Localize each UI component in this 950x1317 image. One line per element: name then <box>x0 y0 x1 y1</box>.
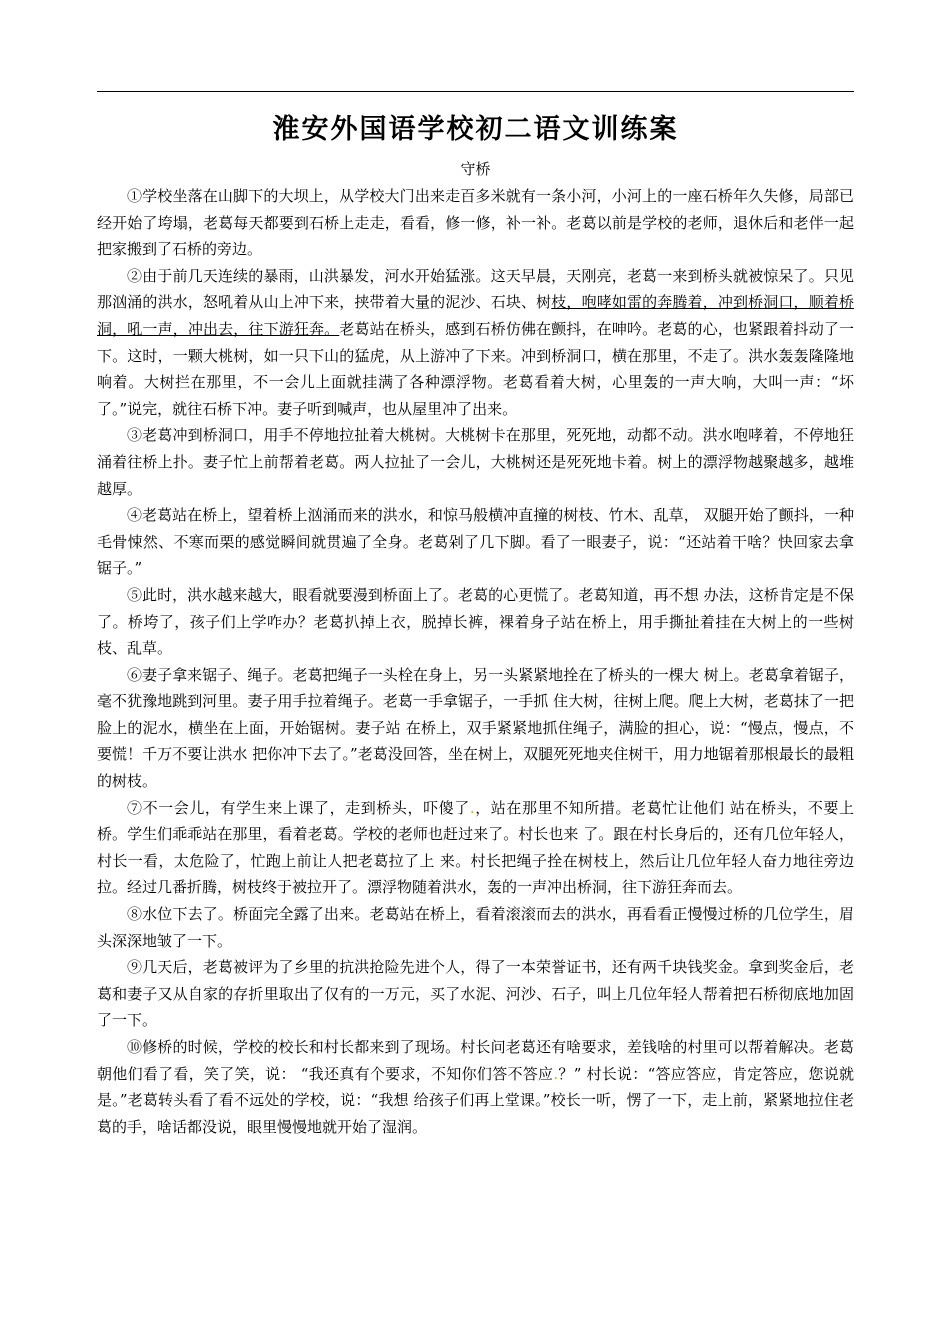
story-body <box>97 183 854 1140</box>
paragraph-6: ⑥妻子拿来锯子、绳子。老葛把绳子一头栓在身上，另一头紧紧地拴在了桥头的一棵大 树上。老葛拿着锯子，毫不犹豫地跳到河里。妻子用手拉着绳子。老葛一手拿锯子，一手抓 住大树，往树上爬。爬上大树，老葛抹了一把脸上的泥水，横坐在上面，开始锯树。妻子站 在桥上，双手紧紧地抓住绳子，满脸的担心，说：“慢点，慢点，不要慌！千万不要让洪水 把你冲下去了。”老葛没回答，坐在树上，双腿死死地夹住树干，用力地锯着那根最长的最粗的树枝。 <box>97 665 854 791</box>
paragraph-1: ①学校坐落在山脚下的大坝上，从学校大门出来走百多米就有一条小河，小河上的一座石桥年久失修，局部已经开始了垮塌，老葛每天都要到石桥上走走，看看，修一修，补一补。老葛以前是学校的老师，退休后和老伴一起把家搬到了石桥的旁边。 <box>97 187 854 259</box>
paragraph-2-lead: ②由于前几天连续的暴雨，山洪暴发，河水开始猛涨。这天早晨，天刚亮，老葛一来到桥头就被惊呆了。只见那汹涌的洪水，怒吼着从山上冲下来，挟带着大量的泥沙、石块、树 <box>97 266 854 312</box>
paragraph-2-rest: 老葛站在桥头，感到石桥仿佛在颤抖，在呻吟。老葛的心，也紧跟着抖动了一下。这时，一颗大桃树，如一只下山的猛虎，从上游冲了下来。冲到桥洞口，横在那里，不走了。洪水轰轰隆隆地响着。大树拦在那里，不一会儿上面就挂满了各种漂浮物。老葛看着大树，心里轰的一声大响，大叫一声：“坏了。”说完，就往石桥下冲。妻子听到喊声，也从屋里冲了出来。 <box>97 319 854 418</box>
paragraph-10 <box>97 1034 854 1140</box>
highlight-mark: . <box>553 1064 559 1083</box>
underlined-passage: 枝，咆哮如雷的奔腾着，冲到桥洞口，顺着桥洞，吼一声，冲出去，往下游狂奔。 <box>97 293 854 338</box>
paragraph-7-rest: ，站在那里不知所措。老葛忙让他们 站在桥头，不要上桥。学生们乖乖站在那里，看着老葛。学校的老师也赶过来了。村长也来 了。跟在村长身后的，还有几位年轻人，村长一看，太危险了，忙跑上前让人把老葛拉了上 来。村长把绳子拴在树枝上，然后让几位年轻人奋力地往旁边拉。经过几番折腾，树枝终于被拉开了。漂浮物随着洪水，轰的一声冲出桥洞，往下游狂奔而去。 <box>97 798 854 897</box>
document-title: 淮安外国语学校初二语文训练案 <box>272 114 679 145</box>
paragraph-7-lead: ⑦不一会儿，有学生来上课了，走到桥头，吓傻了 <box>127 798 470 817</box>
highlight-mark: . <box>469 798 475 817</box>
paragraph-10-lead: ⑩修桥的时候，学校的校长和村长都来到了现场。村长问老葛还有啥要求，差钱啥的村里可以帮着解决。老葛朝他们看了看，笑了笑，说： “我还真有个要求，不知你们答不答应 <box>97 1038 854 1083</box>
paragraph-7 <box>97 795 854 901</box>
header-rule <box>97 91 854 92</box>
story-title: 守桥 <box>460 160 491 178</box>
paragraph-2 <box>97 263 854 423</box>
paragraph-3: ③老葛冲到桥洞口，用手不停地拉扯着大桃树。大桃树卡在那里，死死地，动都不动。洪水咆哮着，不停地狂涌着往桥上扑。妻子忙上前帮着老葛。两人拉扯了一会儿，大桃树还是死死地卡着。树上的漂浮物越聚越多，越堆越厚。 <box>97 426 854 498</box>
paragraph-9: ⑨几天后，老葛被评为了乡里的抗洪抢险先进个人，得了一本荣誉证书，还有两千块钱奖金。拿到奖金后，老葛和妻子又从自家的存折里取出了仅有的一万元，买了水泥、河沙、石子，叫上几位年轻人帮着把石桥彻底地加固了一下。 <box>97 958 854 1030</box>
paragraph-4: ④老葛站在桥上，望着桥上汹涌而来的洪水，和惊马般横冲直撞的树枝、竹木、乱草， 双腿开始了颤抖，一种毛骨悚然、不寒而栗的感觉瞬间就贯遍了全身。老葛剁了几下脚。看了一眼妻子，说：“还站着干啥？快回家去拿锯子。” <box>97 506 854 578</box>
paragraph-10-rest: ？” 村长说：“答应答应，肯定答应，您说就是。”老葛转头看了看不远处的学校，说：“我想 给孩子们再上堂课。”校长一听，愣了一下，走上前，紧紧地拉住老葛的手，啥话都没说，眼里慢慢地就开始了湿润。 <box>97 1064 854 1136</box>
paragraph-8: ⑧水位下去了。桥面完全露了出来。老葛站在桥上，看着滚滚而去的洪水，再看看正慢慢过桥的几位学生，眉头深深地皱了一下。 <box>97 905 854 950</box>
paragraph-5: ⑤此时，洪水越来越大，眼看就要漫到桥面上了。老葛的心更慌了。老葛知道，再不想 办法，这桥肯定是不保了。桥垮了，孩子们上学咋办？老葛扒掉上衣，脱掉长裤，裸着身子站在桥上，用手撕扯着挂在大树上的一些树枝、乱草。 <box>97 585 854 658</box>
